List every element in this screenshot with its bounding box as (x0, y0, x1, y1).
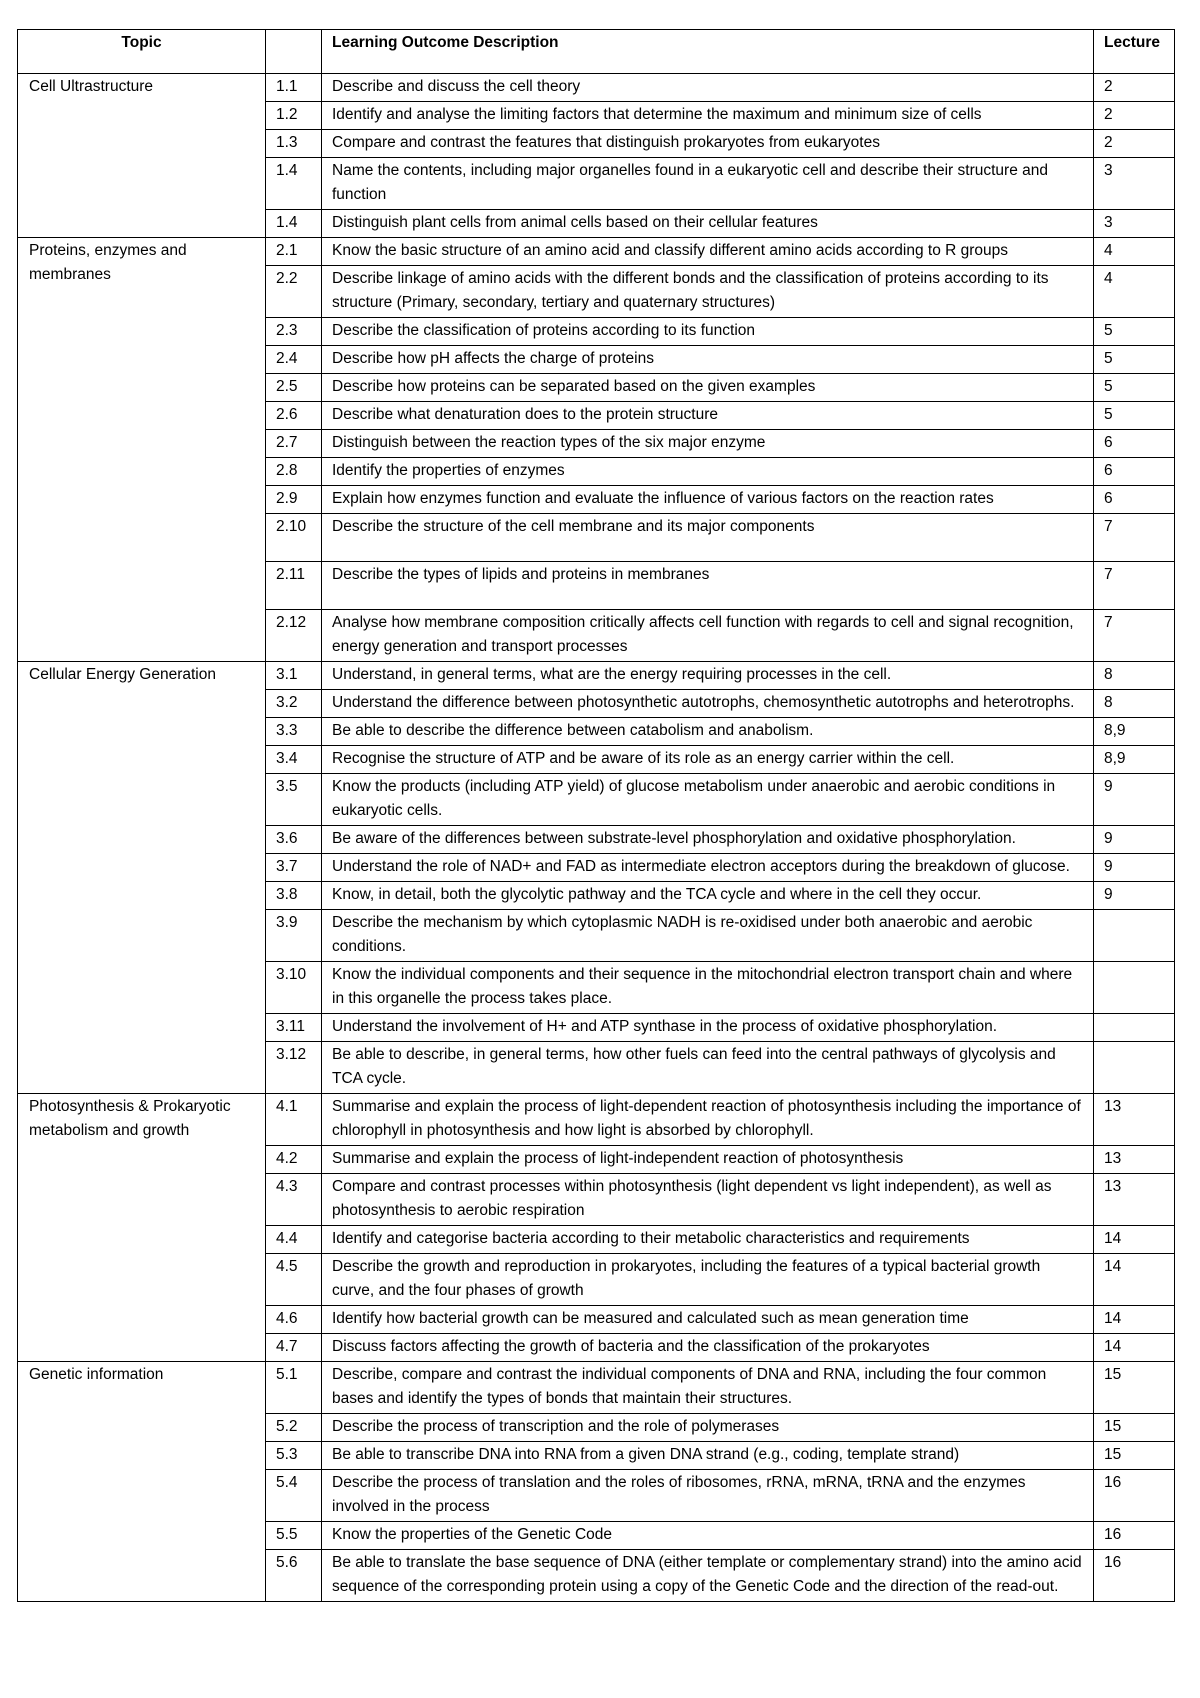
outcome-number: 3.6 (266, 826, 322, 854)
outcome-number: 2.9 (266, 486, 322, 514)
outcome-description: Describe the structure of the cell membrane and its major components (322, 514, 1094, 562)
outcome-number: 3.7 (266, 854, 322, 882)
outcome-description: Distinguish plant cells from animal cells based on their cellular features (322, 210, 1094, 238)
table-row (18, 238, 1175, 266)
lecture-number: 5 (1094, 402, 1175, 430)
outcome-description: Describe the types of lipids and proteins in membranes (322, 562, 1094, 610)
outcome-description: Know the individual components and their sequence in the mitochondrial electron transport chain and where in this organelle the process takes place. (322, 962, 1094, 1014)
outcome-number: 3.9 (266, 910, 322, 962)
outcome-number: 2.4 (266, 346, 322, 374)
lecture-number: 14 (1094, 1334, 1175, 1362)
outcome-number: 3.4 (266, 746, 322, 774)
outcome-number: 3.12 (266, 1042, 322, 1094)
header-lecture: Lecture (1094, 30, 1175, 74)
outcome-description: Be able to transcribe DNA into RNA from a given DNA strand (e.g., coding, template strand) (322, 1442, 1094, 1470)
outcome-number: 1.4 (266, 210, 322, 238)
lecture-number: 15 (1094, 1362, 1175, 1414)
outcome-description: Understand the role of NAD+ and FAD as intermediate electron acceptors during the breakdown of glucose. (322, 854, 1094, 882)
outcome-description: Be able to translate the base sequence of DNA (either template or complementary strand) into the amino acid sequence of the corresponding protein using a copy of the Genetic Code and the direction of the read-out. (322, 1550, 1094, 1602)
lecture-number: 15 (1094, 1442, 1175, 1470)
outcome-number: 1.3 (266, 130, 322, 158)
outcome-description: Describe what denaturation does to the protein structure (322, 402, 1094, 430)
outcome-description: Describe the process of transcription and the role of polymerases (322, 1414, 1094, 1442)
outcome-number: 5.3 (266, 1442, 322, 1470)
outcome-number: 4.1 (266, 1094, 322, 1146)
lecture-number (1094, 962, 1175, 1014)
outcome-description: Identify and categorise bacteria according to their metabolic characteristics and requirements (322, 1226, 1094, 1254)
outcome-description: Discuss factors affecting the growth of bacteria and the classification of the prokaryotes (322, 1334, 1094, 1362)
outcome-description: Know, in detail, both the glycolytic pathway and the TCA cycle and where in the cell they occur. (322, 882, 1094, 910)
outcome-description: Know the properties of the Genetic Code (322, 1522, 1094, 1550)
lecture-number: 7 (1094, 514, 1175, 562)
outcome-number: 2.7 (266, 430, 322, 458)
lecture-number: 2 (1094, 130, 1175, 158)
lecture-number: 6 (1094, 430, 1175, 458)
outcome-number: 1.1 (266, 74, 322, 102)
table-row (18, 74, 1175, 102)
lecture-number: 9 (1094, 774, 1175, 826)
lecture-number: 8 (1094, 662, 1175, 690)
lecture-number: 4 (1094, 238, 1175, 266)
outcome-description: Explain how enzymes function and evaluate the influence of various factors on the reaction rates (322, 486, 1094, 514)
outcome-description: Analyse how membrane composition critically affects cell function with regards to cell and signal recognition, energy generation and transport processes (322, 610, 1094, 662)
lecture-number: 4 (1094, 266, 1175, 318)
outcome-description: Name the contents, including major organelles found in a eukaryotic cell and describe their structure and function (322, 158, 1094, 210)
outcome-number: 3.8 (266, 882, 322, 910)
outcome-description: Understand the difference between photosynthetic autotrophs, chemosynthetic autotrophs and heterotrophs. (322, 690, 1094, 718)
outcome-number: 2.8 (266, 458, 322, 486)
outcome-number: 5.1 (266, 1362, 322, 1414)
outcome-description: Understand the involvement of H+ and ATP synthase in the process of oxidative phosphorylation. (322, 1014, 1094, 1042)
outcome-description: Understand, in general terms, what are the energy requiring processes in the cell. (322, 662, 1094, 690)
outcome-number: 4.3 (266, 1174, 322, 1226)
lecture-number: 13 (1094, 1174, 1175, 1226)
lecture-number: 14 (1094, 1254, 1175, 1306)
outcome-number: 3.1 (266, 662, 322, 690)
lecture-number: 16 (1094, 1470, 1175, 1522)
learning-outcomes-sheet (17, 29, 1174, 1602)
table-row (18, 1094, 1175, 1146)
outcome-description: Describe linkage of amino acids with the different bonds and the classification of proteins according to its structure (Primary, secondary, tertiary and quaternary structures) (322, 266, 1094, 318)
topic-cell: Proteins, enzymes and membranes (18, 238, 266, 662)
outcome-description: Identify and analyse the limiting factors that determine the maximum and minimum size of cells (322, 102, 1094, 130)
lecture-number: 15 (1094, 1414, 1175, 1442)
lecture-number: 8 (1094, 690, 1175, 718)
outcome-description: Compare and contrast the features that distinguish prokaryotes from eukaryotes (322, 130, 1094, 158)
outcome-description: Recognise the structure of ATP and be aware of its role as an energy carrier within the cell. (322, 746, 1094, 774)
header-row (18, 30, 1175, 74)
lecture-number: 9 (1094, 826, 1175, 854)
lecture-number: 5 (1094, 318, 1175, 346)
outcome-number: 2.6 (266, 402, 322, 430)
lecture-number: 3 (1094, 158, 1175, 210)
outcome-description: Describe how pH affects the charge of proteins (322, 346, 1094, 374)
outcome-number: 4.7 (266, 1334, 322, 1362)
outcome-number: 1.4 (266, 158, 322, 210)
outcome-description: Be able to describe the difference between catabolism and anabolism. (322, 718, 1094, 746)
outcome-number: 2.11 (266, 562, 322, 610)
lecture-number (1094, 1014, 1175, 1042)
outcome-number: 3.10 (266, 962, 322, 1014)
outcome-description: Describe, compare and contrast the individual components of DNA and RNA, including the four common bases and identify the types of bonds that maintain their structures. (322, 1362, 1094, 1414)
lecture-number: 16 (1094, 1522, 1175, 1550)
outcome-description: Describe how proteins can be separated based on the given examples (322, 374, 1094, 402)
lecture-number: 16 (1094, 1550, 1175, 1602)
outcome-number: 1.2 (266, 102, 322, 130)
lecture-number: 7 (1094, 562, 1175, 610)
topic-cell: Cellular Energy Generation (18, 662, 266, 1094)
outcome-description: Describe and discuss the cell theory (322, 74, 1094, 102)
lecture-number: 2 (1094, 74, 1175, 102)
lecture-number: 5 (1094, 346, 1175, 374)
header-number (266, 30, 322, 74)
outcome-description: Identify how bacterial growth can be measured and calculated such as mean generation time (322, 1306, 1094, 1334)
topic-cell: Cell Ultrastructure (18, 74, 266, 238)
lecture-number: 9 (1094, 854, 1175, 882)
outcome-number: 2.1 (266, 238, 322, 266)
topic-cell: Genetic information (18, 1362, 266, 1602)
outcome-number: 4.5 (266, 1254, 322, 1306)
lecture-number: 7 (1094, 610, 1175, 662)
outcome-description: Describe the process of translation and the roles of ribosomes, rRNA, mRNA, tRNA and the enzymes involved in the process (322, 1470, 1094, 1522)
lecture-number: 6 (1094, 458, 1175, 486)
lecture-number: 13 (1094, 1146, 1175, 1174)
outcome-number: 3.11 (266, 1014, 322, 1042)
table-row (18, 1362, 1175, 1414)
lecture-number (1094, 910, 1175, 962)
table-body (18, 74, 1175, 1602)
lecture-number: 5 (1094, 374, 1175, 402)
outcome-description: Describe the growth and reproduction in prokaryotes, including the features of a typical bacterial growth curve, and the four phases of growth (322, 1254, 1094, 1306)
lecture-number: 3 (1094, 210, 1175, 238)
outcome-description: Summarise and explain the process of light-independent reaction of photosynthesis (322, 1146, 1094, 1174)
outcome-description: Be aware of the differences between substrate-level phosphorylation and oxidative phosphorylation. (322, 826, 1094, 854)
lecture-number: 8,9 (1094, 718, 1175, 746)
outcome-description: Compare and contrast processes within photosynthesis (light dependent vs light independent), as well as photosynthesis to aerobic respiration (322, 1174, 1094, 1226)
outcome-number: 5.5 (266, 1522, 322, 1550)
outcome-description: Identify the properties of enzymes (322, 458, 1094, 486)
outcome-number: 2.12 (266, 610, 322, 662)
outcome-number: 2.10 (266, 514, 322, 562)
outcome-number: 4.2 (266, 1146, 322, 1174)
learning-outcomes-table (17, 29, 1175, 1602)
outcome-number: 3.5 (266, 774, 322, 826)
outcome-number: 3.2 (266, 690, 322, 718)
outcome-description: Know the basic structure of an amino acid and classify different amino acids according to R groups (322, 238, 1094, 266)
lecture-number: 9 (1094, 882, 1175, 910)
table-row (18, 662, 1175, 690)
lecture-number: 14 (1094, 1306, 1175, 1334)
lecture-number: 6 (1094, 486, 1175, 514)
outcome-description: Summarise and explain the process of light-dependent reaction of photosynthesis including the importance of chlorophyll in photosynthesis and how light is absorbed by chlorophyll. (322, 1094, 1094, 1146)
lecture-number: 2 (1094, 102, 1175, 130)
lecture-number: 13 (1094, 1094, 1175, 1146)
outcome-number: 2.2 (266, 266, 322, 318)
lecture-number (1094, 1042, 1175, 1094)
outcome-number: 4.6 (266, 1306, 322, 1334)
outcome-number: 3.3 (266, 718, 322, 746)
outcome-number: 5.4 (266, 1470, 322, 1522)
outcome-number: 5.6 (266, 1550, 322, 1602)
outcome-description: Be able to describe, in general terms, how other fuels can feed into the central pathways of glycolysis and TCA cycle. (322, 1042, 1094, 1094)
lecture-number: 8,9 (1094, 746, 1175, 774)
lecture-number: 14 (1094, 1226, 1175, 1254)
outcome-number: 5.2 (266, 1414, 322, 1442)
outcome-number: 4.4 (266, 1226, 322, 1254)
topic-cell: Photosynthesis & Prokaryotic metabolism and growth (18, 1094, 266, 1362)
outcome-number: 2.5 (266, 374, 322, 402)
outcome-number: 2.3 (266, 318, 322, 346)
outcome-description: Describe the mechanism by which cytoplasmic NADH is re-oxidised under both anaerobic and aerobic conditions. (322, 910, 1094, 962)
outcome-description: Know the products (including ATP yield) of glucose metabolism under anaerobic and aerobic conditions in eukaryotic cells. (322, 774, 1094, 826)
header-description: Learning Outcome Description (322, 30, 1094, 74)
outcome-description: Describe the classification of proteins according to its function (322, 318, 1094, 346)
header-topic: Topic (18, 30, 266, 74)
outcome-description: Distinguish between the reaction types of the six major enzyme (322, 430, 1094, 458)
